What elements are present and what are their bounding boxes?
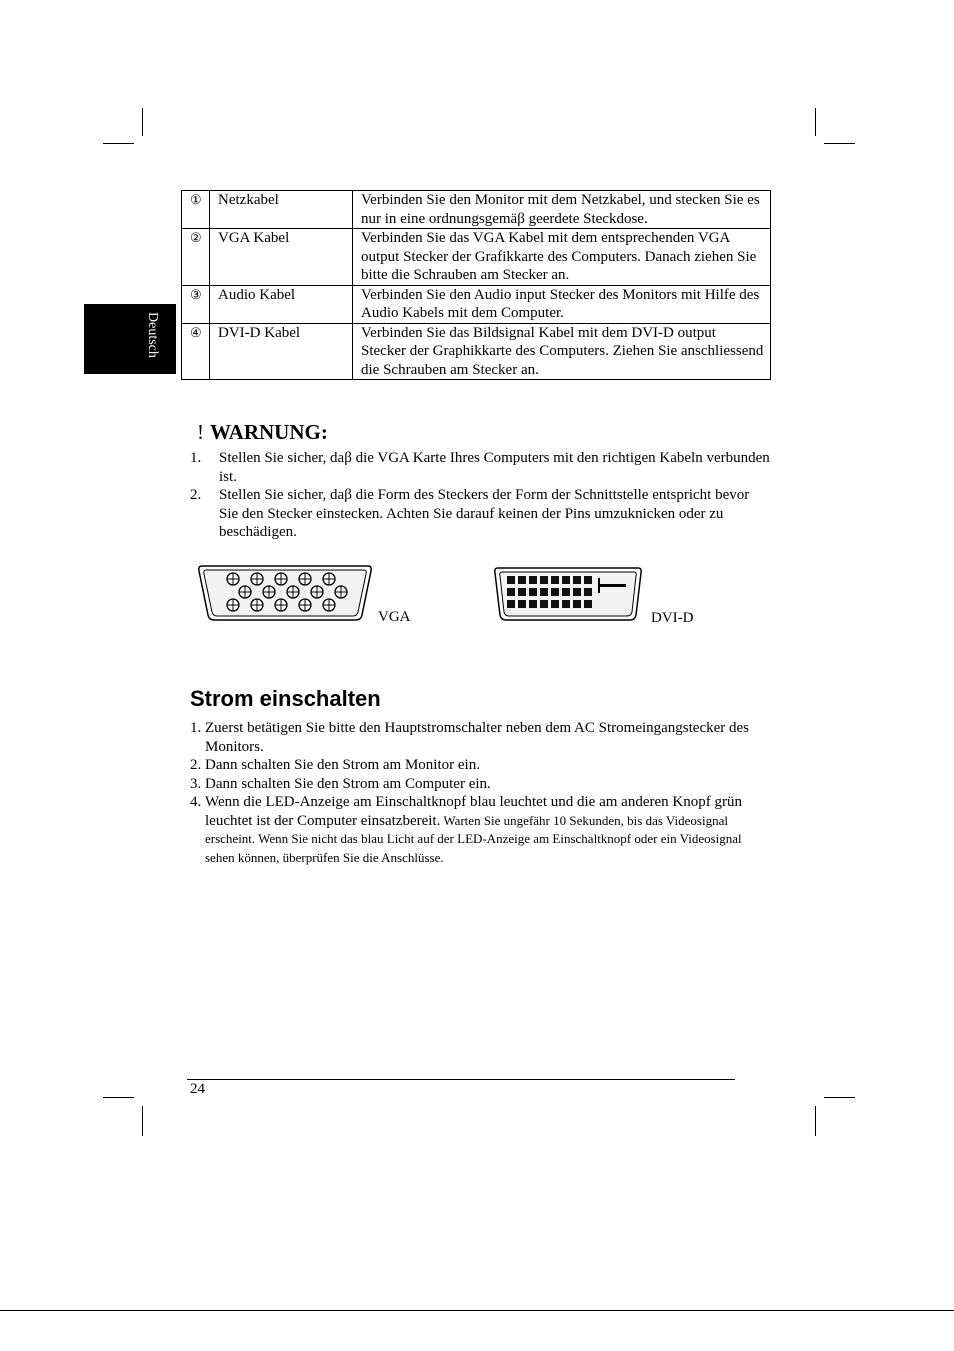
dvi-pin: [540, 576, 548, 584]
dvi-pin: [562, 588, 570, 596]
table-row: [182, 191, 771, 229]
crop-mark: [142, 1106, 143, 1136]
list-text: Dann schalten Sie den Strom am Monitor ein.: [205, 757, 480, 773]
dvi-pin: [551, 588, 559, 596]
footer-rule: [187, 1079, 735, 1080]
row-number: ①: [182, 191, 210, 229]
warning-icon: !: [197, 420, 204, 444]
crop-mark: [142, 108, 143, 136]
list-text-small: Warten Sie ungefähr 10 Sekunden, bis das Videosignal erscheint. Wenn Sie nicht das blau Licht auf der LED-Anzeige am Einschaltknopf oder ein Videosignal sehen können, überprüfen Sie die Anschlüsse.: [205, 812, 742, 865]
table-row: [182, 229, 771, 286]
dvi-pin: [573, 576, 581, 584]
crop-mark: [103, 1097, 134, 1098]
crop-mark: [815, 1106, 816, 1136]
crop-mark: [815, 108, 816, 136]
dvi-pin: [573, 588, 581, 596]
language-side-label: Deutsch: [145, 312, 160, 358]
list-text: Wenn die LED-Anzeige am Einschaltknopf blau leuchtet und die am anderen Knopf grün leuchtet ist der Computer einsatzbereit.: [205, 794, 742, 829]
crop-mark: [824, 1097, 855, 1098]
dvi-pin: [584, 588, 592, 596]
list-item: [190, 486, 770, 542]
dvi-pin: [529, 588, 537, 596]
list-item: [190, 793, 770, 867]
warning-heading: [197, 420, 328, 445]
cable-description: Verbinden Sie den Audio input Stecker des Monitors mit Hilfe des Audio Kabels mit dem Computer.: [353, 285, 771, 323]
warning-title: WARNUNG:: [210, 420, 328, 444]
dvi-pin: [551, 576, 559, 584]
row-number: ④: [182, 323, 210, 380]
vga-connector-icon: [196, 563, 374, 623]
list-text: Dann schalten Sie den Strom am Computer ein.: [205, 775, 491, 792]
power-on-list: [190, 719, 770, 867]
list-item: [190, 449, 770, 486]
vga-label: VGA: [378, 609, 411, 625]
list-item: [190, 756, 770, 775]
list-number: 4.: [190, 794, 202, 810]
dvi-connector-icon: [492, 566, 644, 623]
list-text: Stellen Sie sicher, daβ die VGA Karte Ihres Computers mit den richtigen Kabeln verbunden ist.: [219, 450, 770, 485]
cable-table: [181, 190, 771, 380]
dvi-pin: [518, 576, 526, 584]
row-number: ②: [182, 229, 210, 286]
cable-description: Verbinden Sie das Bildsignal Kabel mit dem DVI-D output Stecker der Graphikkarte des Computers. Ziehen Sie anschliessend die Schrauben am Stecker an.: [353, 323, 771, 380]
dvi-pin: [551, 600, 559, 608]
cable-name: DVI-D Kabel: [210, 323, 353, 380]
dvi-pin: [540, 588, 548, 596]
cable-name: VGA Kabel: [210, 229, 353, 286]
list-number: 1.: [190, 720, 202, 736]
dvi-pin: [529, 600, 537, 608]
dvi-pin: [529, 576, 537, 584]
dvi-pin: [507, 588, 515, 596]
dvi-pin: [518, 588, 526, 596]
crop-mark: [103, 143, 134, 144]
bottom-rule: [0, 1310, 954, 1311]
dvi-label: DVI-D: [651, 610, 694, 626]
page-number: 24: [190, 1081, 205, 1097]
table-row: [182, 323, 771, 380]
crop-mark: [824, 143, 855, 144]
list-item: [190, 775, 770, 794]
dvi-pin: [562, 600, 570, 608]
dvi-pin: [584, 576, 592, 584]
list-number: 2.: [190, 487, 202, 503]
list-text: Zuerst betätigen Sie bitte den Hauptstromschalter neben dem AC Stromeingangstecker des Monitors.: [205, 720, 750, 755]
table-row: [182, 285, 771, 323]
cable-name: Netzkabel: [210, 191, 353, 229]
row-number: ③: [182, 285, 210, 323]
dvi-pin: [507, 576, 515, 584]
dvi-pin: [518, 600, 526, 608]
warning-list: [190, 449, 770, 542]
cable-description: Verbinden Sie das VGA Kabel mit dem entsprechenden VGA output Stecker der Grafikkarte des Computers. Danach ziehen Sie bitte die Schrauben am Stecker an.: [353, 229, 771, 286]
section-title: Strom einschalten: [190, 686, 381, 711]
cable-description: Verbinden Sie den Monitor mit dem Netzkabel, und stecken Sie es nur in eine ordnungsgemäβ geerdete Steckdose.: [353, 191, 771, 229]
dvi-pin: [540, 600, 548, 608]
list-item: [190, 719, 770, 756]
list-number: 2.: [190, 757, 202, 773]
list-text: Stellen Sie sicher, daβ die Form des Steckers der Form der Schnittstelle entspricht bevor Sie den Stecker einstecken. Achten Sie darauf keinen der Pins umzuknicken oder zu beschädigen.: [219, 487, 750, 540]
dvi-pin: [584, 600, 592, 608]
dvi-pin: [573, 600, 581, 608]
list-number: 3.: [190, 775, 202, 792]
list-number: 1.: [190, 450, 202, 466]
dvi-pin: [507, 600, 515, 608]
cable-name: Audio Kabel: [210, 285, 353, 323]
dvi-pin: [562, 576, 570, 584]
